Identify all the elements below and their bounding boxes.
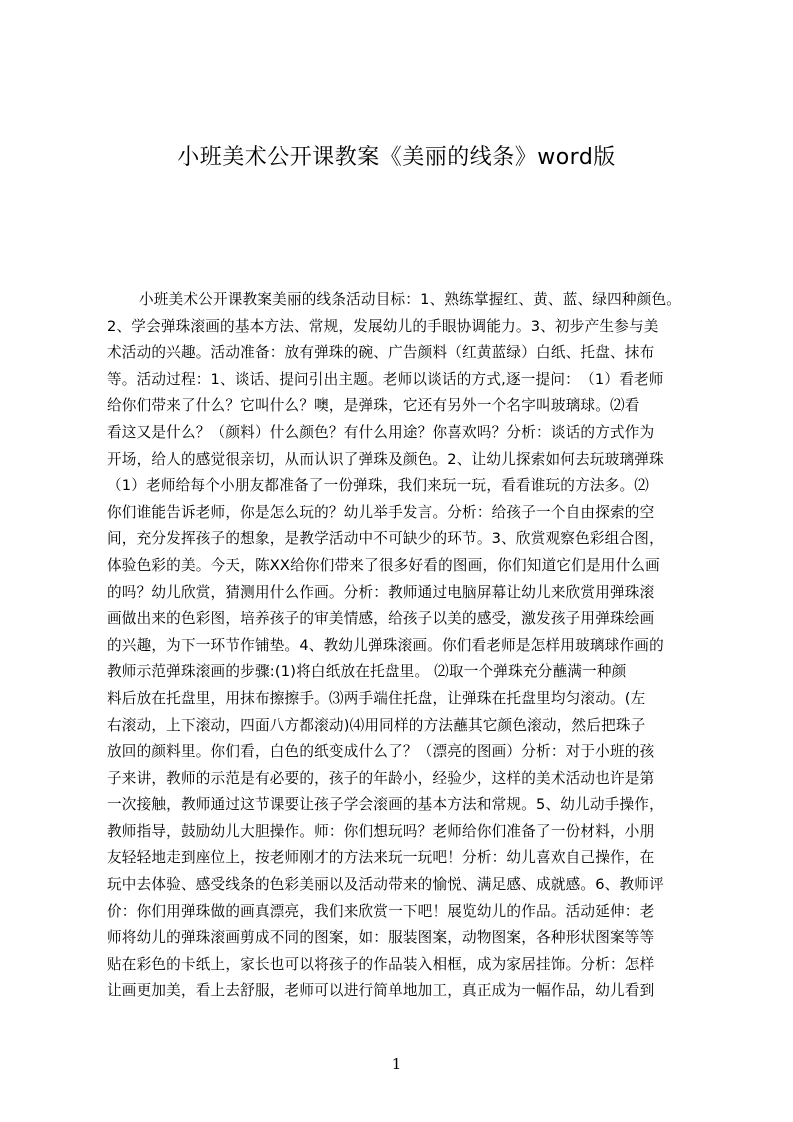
body-line: （1）老师给每个小朋友都准备了一份弹珠，我们来玩一玩，看看谁玩的方法多。⑵ [107, 477, 650, 495]
body-line: 教师指导，鼓励幼儿大胆操作。师：你们想玩吗？老师给你们准备了一份材料，小朋 [107, 822, 655, 840]
body-line: 看这又是什么？（颜料）什么颜色？有什么用途？你喜欢吗？分析：谈话的方式作为 [107, 423, 655, 441]
body-line: 开场，给人的感觉很亲切，从而认识了弹珠及颜色。2、让幼儿探索如何去玩玻璃弹珠 [107, 450, 664, 468]
body-line: 体验色彩的美。今天，陈XX给你们带来了很多好看的图画，你们知道它们是用什么画 [107, 556, 660, 574]
body-line: 你们谁能告诉老师，你是怎么玩的？幼儿举手发言。分析：给孩子一个自由探索的空 [107, 503, 655, 521]
body-line: 小班美术公开课教案美丽的线条活动目标：1、熟练掌握红、黄、蓝、绿四种颜色。 [139, 291, 682, 308]
body-line: 术活动的兴趣。活动准备：放有弹珠的碗、广告颜料（红黄蓝绿）白纸、托盘、抹布 [107, 344, 655, 362]
body-line: 的兴趣，为下一环节作铺垫。4、教幼儿弹珠滚画。你们看老师是怎样用玻璃球作画的 [107, 636, 664, 654]
body-line: 贴在彩色的卡纸上，家长也可以将孩子的作品装入相框，成为家居挂饰。分析：怎样 [107, 955, 655, 973]
page-title: 小班美术公开课教案《美丽的线条》word版 [177, 145, 616, 170]
body-line: 画做出来的色彩图，培养孩子的审美情感，给孩子以美的感受，激发孩子用弹珠绘画 [107, 610, 655, 628]
body-line: 子来讲，教师的示范是有必要的，孩子的年龄小，经验少，这样的美术活动也许是第 [107, 769, 655, 787]
body-line: 一次接触，教师通过这节课要让孩子学会滚画的基本方法和常规。5、幼儿动手操作， [107, 796, 664, 814]
body-line: 右滚动，上下滚动，四面八方都滚动)⑷用同样的方法蘸其它颜色滚动，然后把珠子 [107, 716, 646, 734]
body-line: 2、学会弹珠滚画的基本方法、常规，发展幼儿的手眼协调能力。3、初步产生参与美 [107, 317, 659, 335]
page-number: 1 [391, 1055, 402, 1073]
body-line: 间，充分发挥孩子的想象，是教学活动中不可缺少的环节。3、欣赏观察色彩组合图， [107, 530, 664, 548]
body-line: 教师示范弹珠滚画的步骤:(1)将白纸放在托盘里。 ⑵取一个弹珠充分蘸满一种颜 [107, 663, 627, 681]
body-line: 玩中去体验、感受线条的色彩美丽以及活动带来的愉悦、满足感、成就感。6、教师评 [107, 876, 664, 894]
body-line: 放回的颜料里。你们看，白色的纸变成什么了？（漂亮的图画）分析：对于小班的孩 [107, 743, 655, 761]
body-line: 友轻轻地走到座位上，按老师刚才的方法来玩一玩吧！分析：幼儿喜欢自己操作，在 [107, 849, 655, 867]
body-line: 料后放在托盘里，用抹布擦擦手。⑶两手端住托盘，让弹珠在托盘里均匀滚动。(左 [107, 689, 646, 707]
body-line: 等。活动过程：1、谈话、提问引出主题。老师以谈话的方式,逐一提问： （1）看老师 [107, 370, 664, 388]
body-text [107, 287, 697, 1005]
body-line: 让画更加美，看上去舒服，老师可以进行简单地加工，真正成为一幅作品，幼儿看到 [107, 982, 655, 1000]
body-line: 价：你们用弹珠做的画真漂亮，我们来欣赏一下吧！展览幼儿的作品。活动延伸：老 [107, 902, 655, 920]
body-line: 给你们带来了什么？它叫什么？噢，是弹珠，它还有另外一个名字叫玻璃球。⑵看 [107, 397, 640, 415]
body-line: 的吗？幼儿欣赏，猜测用什么作画。分析：教师通过电脑屏幕让幼儿来欣赏用弹珠滚 [107, 583, 655, 601]
body-line: 师将幼儿的弹珠滚画剪成不同的图案，如：服装图案，动物图案，各种形状图案等等 [107, 929, 655, 947]
